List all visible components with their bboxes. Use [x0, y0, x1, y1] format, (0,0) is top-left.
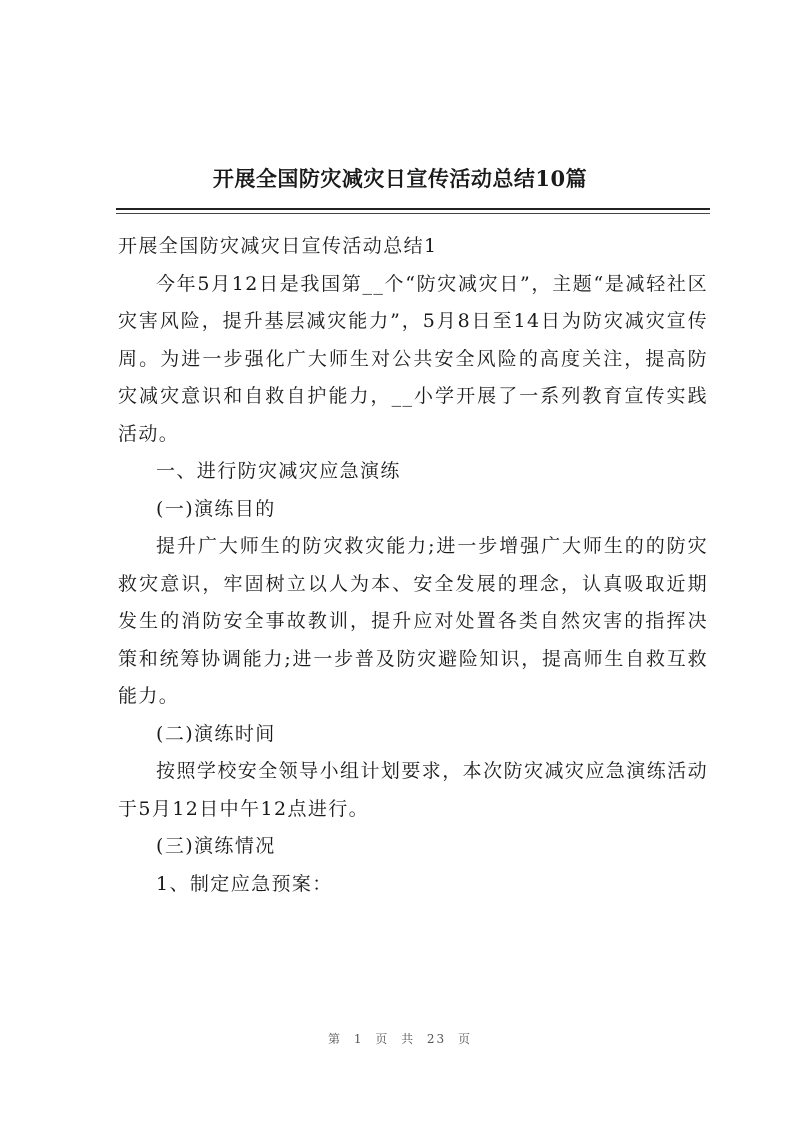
subsection-heading-purpose: (一)演练目的 [156, 497, 276, 520]
list-item-plan: 1、制定应急预案： [156, 872, 333, 895]
subsection-heading-time: (二)演练时间 [156, 722, 276, 745]
purpose-paragraph: 提升广大师生的防灾救灾能力;进一步增强广大师生的的防灾救灾意识，牢固树立以人为本、安全发展的理念，认真吸取近期发生的消防安全事故教训，提升应对处置各类自然灾害的指挥决策和统筹协调能力;进一步普及防灾避险知识，提高师生自救互救能力。 [118, 535, 708, 707]
title-divider [116, 208, 710, 210]
document-body [118, 228, 708, 903]
intro-paragraph: 今年5月12日是我国第__个“防灾减灾日”，主题“是减轻社区灾害风险，提升基层减灾能力”，5月8日至14日为防灾减灾宣传周。为进一步强化广大师生对公共安全风险的高度关注，提高防灾减灾意识和自救自护能力，__小学开展了一系列教育宣传实践活动。 [118, 272, 708, 445]
title-divider-thin [116, 213, 710, 214]
subsection-heading-drill: 一、进行防灾减灾应急演练 [156, 460, 401, 482]
subsection-heading-situation: (三)演练情况 [156, 835, 276, 857]
time-paragraph: 按照学校安全领导小组计划要求，本次防灾减灾应急演练活动于5月12日中午12点进行。 [118, 760, 708, 820]
page-footer: 第 1 页 共 23 页 [328, 1032, 472, 1046]
document-title: 开展全国防灾减灾日宣传活动总结10篇 [212, 166, 588, 191]
section-heading: 开展全国防灾减灾日宣传活动总结1 [118, 235, 438, 257]
